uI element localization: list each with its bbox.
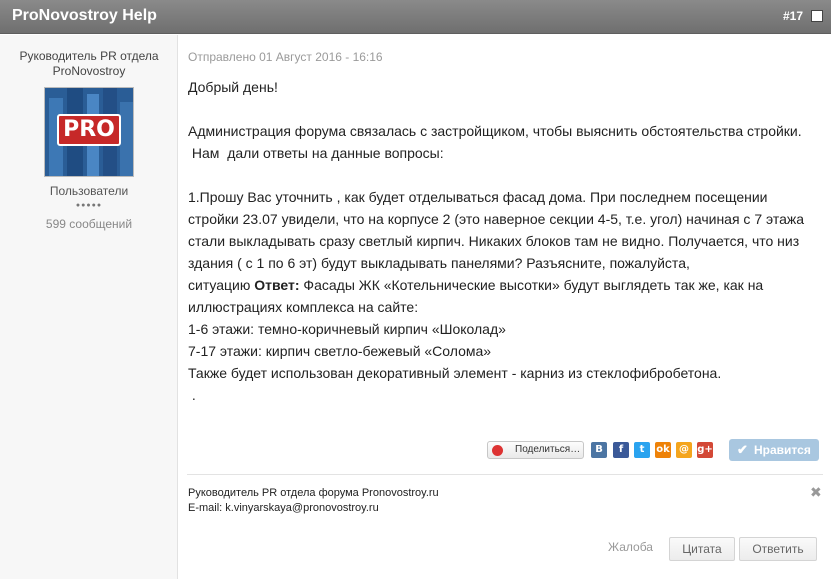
- close-icon[interactable]: ✖: [810, 484, 822, 500]
- forum-title[interactable]: ProNovostroy Help: [12, 7, 157, 24]
- answer-line: 1-6 этажи: темно-коричневый кирпич «Шоколад»: [188, 321, 506, 337]
- post-header: [0, 0, 831, 34]
- question-line: стройки 23.07 увидели, что на корпусе 2 (это наверное секции 4-5, т.е. угол) начиная с 7 этажа: [188, 211, 805, 227]
- like-button[interactable]: ✔ Нравится: [729, 439, 819, 461]
- select-post-checkbox[interactable]: [811, 10, 823, 22]
- share-button[interactable]: Поделиться…: [487, 441, 584, 459]
- signature-line: Руководитель PR отдела форума Pronovostroy.ru: [188, 487, 439, 499]
- answer-label: Ответ:: [254, 277, 300, 293]
- post-number-link[interactable]: #17: [782, 9, 803, 23]
- signature-divider: [187, 474, 823, 475]
- author-avatar[interactable]: [44, 87, 134, 177]
- vkontakte-icon[interactable]: В: [591, 442, 607, 458]
- answer-line: 7-17 этажи: кирпич светло-бежевый «Солома»: [188, 343, 492, 359]
- answer-line: Также будет использован декоративный элемент - карниз из стеклофибробетона.: [188, 365, 722, 381]
- googleplus-icon[interactable]: g+: [697, 442, 713, 458]
- signature-line: E-mail: k.vinyarskaya@pronovostroy.ru: [188, 502, 379, 514]
- quote-button[interactable]: Цитата: [669, 537, 735, 561]
- answer-line: ситуацию Ответ: Фасады ЖК «Котельнические высотки» будут выглядеть так же, как на: [188, 277, 764, 293]
- trailing-dot: .: [188, 387, 196, 403]
- post-body: [188, 76, 818, 406]
- post-date: Отправлено 01 Август 2016 - 16:16: [188, 50, 383, 64]
- facebook-icon[interactable]: f: [613, 442, 629, 458]
- mail-icon[interactable]: @: [676, 442, 692, 458]
- twitter-icon[interactable]: t: [634, 442, 650, 458]
- author-group: Пользователи: [49, 184, 129, 198]
- greeting: Добрый день!: [188, 79, 278, 95]
- intro-line: Нам дали ответы на данные вопросы:: [188, 145, 444, 161]
- question-line: стали выкладывать сразу светлый кирпич. Никаких блоков там не видно. Получается, что низ: [188, 233, 800, 249]
- pro-logo: PRO: [57, 114, 121, 146]
- report-link[interactable]: Жалоба: [608, 540, 653, 554]
- author-name[interactable]: Руководитель PR отдела ProNovostroy: [19, 49, 159, 78]
- rank-pips: ●●●●●: [75, 202, 103, 209]
- answer-line: иллюстрациях комплекса на сайте:: [188, 299, 419, 315]
- intro-line: Администрация форума связалась с застройщиком, чтобы выяснить обстоятельства стройки.: [188, 123, 802, 139]
- question-line: 1.Прошу Вас уточнить , как будет отделываться фасад дома. При последнем посещении: [188, 189, 768, 205]
- share-logo-icon: [492, 445, 503, 456]
- author-post-count: 599 сообщений: [45, 217, 133, 231]
- author-sidebar: [0, 35, 178, 579]
- question-line: здания ( с 1 по 6 эт) будут выкладывать панелями? Разъясните, пожалуйста,: [188, 255, 690, 271]
- reply-button[interactable]: Ответить: [739, 537, 817, 561]
- checkmark-icon: ✔: [737, 442, 748, 457]
- odnoklassniki-icon[interactable]: ok: [655, 442, 671, 458]
- signature: [188, 486, 439, 516]
